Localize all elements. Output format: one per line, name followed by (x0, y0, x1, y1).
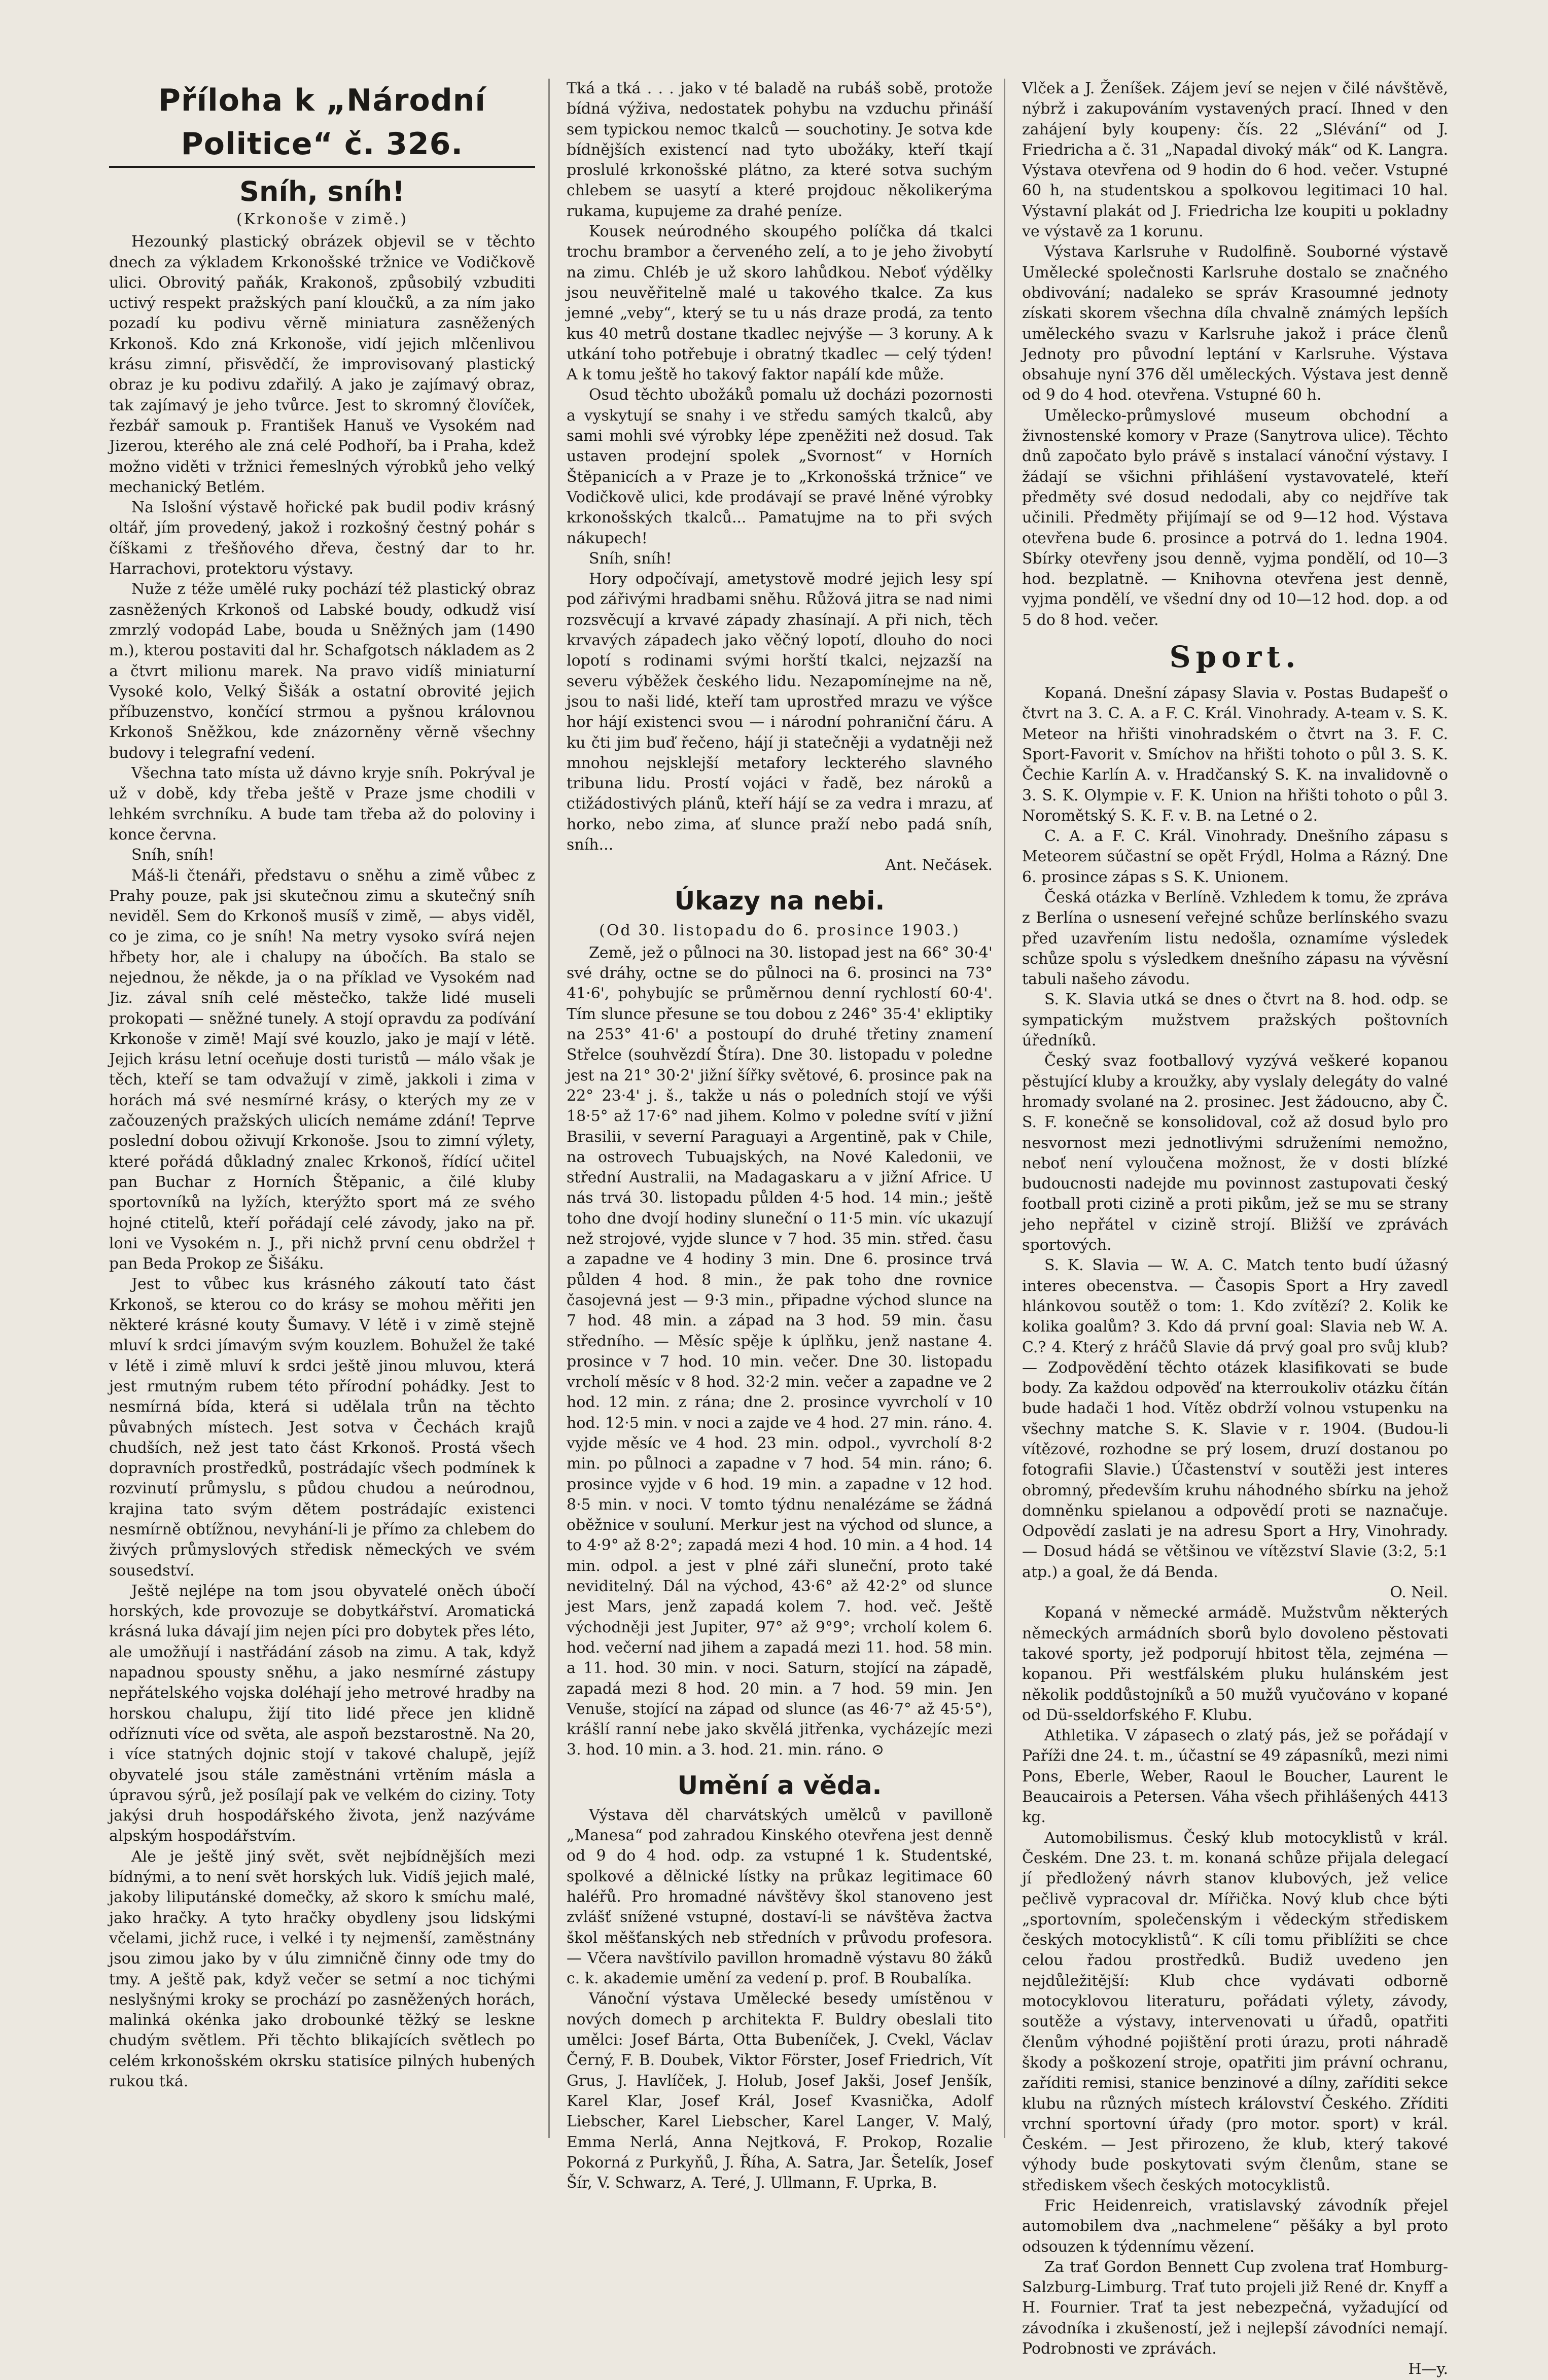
paragraph: Na Islošní výstavě hořické pak budil podiv krásný oltář, jím provedený, jakož i rozkošný čestný pohár s číškami z třešňového dřeva, čestný dar to hr. Harrachovi, protektoru výstavy. (109, 499, 535, 578)
paragraph: Automobilismus. Český klub motocyklistů v král. Českém. Dne 23. t. m. konaná schůze přijala delegací jí předložený návrh stanov klubových, jež velice pečlivě vypracoval dr. Mířička. Nový klub chce býti „sportovním, společenským i vědeckým střediskem českých motocyklistů“. K cíli tomu přiblížiti se chce celou řadou prostředků. Budiž uvedeno jen nejdůležitější: Klub chce vydávati odborně motocyklovou literaturu, pořádati výlety, závody, soutěže a výstavy, intervenovati u úřadů, opatřiti členům výhodné pojištění proti úrazu, proti náhradě škody a poškození stroje, opatřiti jim právní ochranu, zaříditi remisi, stanice benzinové a dílny, zaříditi sekce klubu na různých místech království Českého. Zříditi vrchní sportovní úřady (pro motor. sport) v král. Českém. — Jest přirozeno, že klub, který takové výhody bude poskytovati svým členům, stane se střediskem všech českých motocyklistů. (1022, 1829, 1448, 2194)
paragraph: Všechna tato místa už dávno kryje sníh. Pokrýval je už v době, kdy třeba ještě v Praze jsme chodili v lehkém svrchníku. A bude tam třeba až do poloviny i konce června. (109, 764, 535, 844)
section-subtitle-astronomy: (Od 30. listopadu do 6. prosince 1903.) (599, 921, 960, 939)
section-title-sport: Sport. (1169, 640, 1301, 675)
paragraph: Hory odpočívají, ametystově modré jejich lesy spí pod zářivými hradbami sněhu. Růžová jitra se nad nimi rozsvěcují a krvavé západy zhasínají. A při nich, těch krvavých západech jako věčný lopotí, dlouho do noci lopotí s rodinami svými horští tkalci, nejzazší na severu výběžek českého lidu. Nezapomínejme na ně, jsou to naši lidé, kteří tam uprostřed mrazu ve výšce hor hájí existenci svou — i národní pohraniční čáru. A ku čti jim buď řečeno, hájí ji statečněji a vydatněji než mnohou nejsklejší metafory leckterého slavného tribuna lidu. Prostí vojáci v řadě, bez nároků a ctižádostivých plánů, kteří hájí se za vedra i mrazu, ať horko, nebo zima, ať slunce praží nebo padá sníh, sníh... (567, 570, 993, 854)
paragraph: Výstava děl charvátských umělců v pavilloně „Manesa“ pod zahradou Kinského otevřena jest denně od 9 do 4 hod. odp. za vstupné 1 k. Studentské, spolkové a dělnické lístky na průkaz legitimace 60 haléřů. Pro hromadné návštěvy škol stanoveno jest zvlášť snížené vstupné, dostaví-li se návštěva žactva škol měšťanských neb středních v průvodu profesora. — Včera navštívilo pavillon hromadně výstavu 80 žáků c. k. akademie umění za vedení p. prof. B Roubalíka. (567, 1806, 993, 1988)
paragraph: Český svaz footballový vyzývá veškeré kopanou pěstující kluby a kroužky, aby vyslaly delegáty do valné hromady svolané na 2. prosinec. Jest žádoucno, aby Č. S. F. konečně se konsolidoval, což až dosud bylo pro nesvornost mezi jednotlivými sdruženími nemožno, neboť není vyloučena možnost, že v dosti blízké budoucnosti nadejde mu povinnost zastupovati český football proti cizině a proti pikům, jež se mu se strany jeho nepřátel v cizině strojí. Bližší ve zprávách sportových. (1022, 1052, 1448, 1254)
paragraph: Kopaná v německé armádě. Mužstvům některých německých armádních sborů bylo dovoleno pěstovati takové sporty, jež podporují hbitost těla, zejména — kopanou. Při westfálském pluku hulánském jest několik poddůstojníků a 50 mužů vyučováno v kopané od Dü-sseldorfského F. Klubu. (1022, 1604, 1448, 1724)
newspaper-page (109, 79, 1448, 2378)
supplement-header: Příloha k „Národní Politice“ č. 326. (109, 79, 535, 168)
paragraph: Za trať Gordon Bennett Cup zvolena trať Homburg-Salzburg-Limburg. Trať tuto projeli již René dr. Knyff a H. Fournier. Trať ta jest nebezpečná, vyžadující od závodníka i zkušeností, jež i nejlepší závodníci nemají. Podrobnosti ve zprávách. (1022, 2258, 1448, 2358)
paragraph: Kopaná. Dnešní zápasy Slavia v. Postas Budapešť o čtvrt na 3. C. A. a F. C. Král. Vinohrady. A-team v. S. K. Meteor na hřišti vinohradském o čtvrt na 3. F. C. Sport-Favorit v. Smíchov na hřišti tohoto o půl 3. S. K. Čechie Karlín A. v. Hradčanský S. K. na invalidovně o 3. S. K. Olympie v. F. K. Union na hřišti tohoto o půl 3. Noromětský S. K. F. v. B. na Letné o 2. (1022, 684, 1448, 825)
paragraph: Ale je ještě jiný svět, svět nejbídnějších mezi bídnými, a to není svět horských luk. Vidíš jejich malé, jakoby liliputánské domečky, až skoro k smíchu malé, jako hračky. A tyto hračky obydleny jsou lidskými včelami, jichž ruce, i velké i ty nejmenší, zaměstnány jsou zimou jako by v úlu zimničně činny ode tmy do tmy. A ještě pak, když večer se setmí a noc tichými neslyšnými kroky se prochází po zasněžených horách, malinká okénka jako drobounké těžký se leskne chudým světlem. Při těchto blikajících světlech po celém krkonošském okrsku statisíce pilných hubených rukou tká. (109, 1847, 535, 2091)
paragraph: Výstava Karlsruhe v Rudolfině. Souborné výstavě Umělecké společnosti Karlsruhe dostalo se značného obdivování; nadaleko se správ Krasoumné jednoty získati skorem všechna díla chvalně známých lepších uměleckého svazu v Karlsruhe jakož i práce členů Jednoty pro původní leptání v Karlsruhe. Výstava obsahuje nyní 376 děl uměleckých. Výstava jest denně od 9 do 4 hod. otevřena. Vstupné 60 h. (1022, 243, 1448, 404)
paragraph: Nuže z téže umělé ruky pochází též plastický obraz zasněžených Krkonoš od Labské boudy, odkudž visí zmrzlý vodopád Labe, bouda u Sněžných jam (1490 m.), kterou postaviti dal hr. Schafgotsch nákladem as 2 a čtvrt milionu marek. Na pravo vidíš miniaturní Vysoké kolo, Velký Šišák a ostatní obrovité jejich příbuzenstvo, končící strmou a pyšnou královnou Krkonoš Sněžkou, kde znázorněny věrně všechny budovy i telegrafní vedení. (109, 580, 535, 762)
paragraph: Hezounký plastický obrázek objevil se v těchto dnech za výkladem Krkonošské tržnice ve Vodičkově ulici. Obrovitý paňák, Krakonoš, způsobilý vzbuditi uctivý respekt pražských paní kloučků, a za ním jako pozadí ku podivu věrně miniatura zasněžených Krkonoš. Kdo zná Krkonoše, vidí jejich mlčenlivou krásu zimní, přisvědčí, že improvisovaný plastický obraz je ku podivu zdařilý. A jako je zajímavý obraz, tak zajímavý je jeho tvůrce. Jest to skromný človíček, řezbář samouk p. František Hanuš ve Vysokém nad Jizerou, kterého ale zná celé Podhoří, ba i Praha, kdež možno viděti v tržnici řemeslných výrobků jeho velký mechanický Betlém. (109, 233, 535, 496)
paragraph: Země, jež o půlnoci na 30. listopad jest na 66° 30·4' své dráhy, octne se do půlnoci na 6. prosinci na 73° 41·6', pohybujíc se průměrnou denní rychlostí 60·4'. Tím slunce přesune se tou dobou z 246° 35·4' ekliptiky na 253° 41·6' a postoupí do druhé třetiny znamení Střelce (souhvězdí Štíra). Dne 30. listopadu v poledne jest na 21° 30·2' jižní šířky světové, 6. prosince pak na 22° 23·4' j. š., takže u nás o poledních stojí ve výši 18·5° až 17·6° nad jihem. Kolmo v poledne svítí v jižní Brasilii, v severní Paraguayi a Argentině, pak v Chile, na ostrovech Tubuajských, na Nové Kaledonii, ve střední Australii, na Madagaskaru a v jižní Africe. U nás trvá 30. listopadu půlden 4·5 hod. 14 min.; ještě toho dne dvojí hodiny sluneční o 11·5 min. víc ukazují než strojové, vyjde slunce v 7 hod. 35 min. střed. času a zapadne ve 4 hodiny 3 min. Dne 6. prosince trvá půlden 4 hod. 8 min., že pak toho dne rovnice časojevná jest — 9·3 min., připadne východ slunce na 7 hod. 48 min. a západ na 3 hod. 59 min. času středního. — Měsíc spěje k úplňku, jenž nastane 4. prosince v 7 hod. 10 min. večer. Dne 30. listopadu vrcholí měsíc v 8 hod. 32·2 min. večer a zapadne ve 2 hod. 12 min. z rána; dne 2. prosince vyvrcholí v 10 hod. 12·5 min. v noci a zajde ve 4 hod. 27 min. ráno. 4. vyjde měsíc ve 4 hod. 23 min. odpol., vyvrcholí 8·2 min. po půlnoci a zapadne v 7 hod. 54 min. ráno; 6. prosince vyjde v 6 hod. 19 min. a zapadne v 12 hod. 8·5 min. v noci. V tomto týdnu nenalézáme se žádná oběžnice v souluní. Merkur jest na východ od slunce, a to 4·9° až 8·2°; zapadá mezi 4 hod. 10 min. a 4 hod. 14 min. odpol. a jest v plné záři sluneční, proto také neviditelný. Dál na východ, 43·6° až 42·2° od slunce jest Mars, jenž zapadá kolem 7. hod. več. Ještě východněji jest Jupiter, 97° až 9°9°; vrcholí kolem 6. hod. večerní nad jihem a zapadá mezi 11. hod. 58 min. a 11. hod. 30 min. v noci. Saturn, stojící na západě, zapadá mezi 8 hod. 20 min. a 7 hod. 59 min. Jen Venuše, stojící na západ od slunce (as 46·7° až 45·5°), krášlí ranní nebe jako skvělá jitřenka, vycházejíc mezi 3. hod. 10 min. a 3. hod. 21. min. ráno. ⊙ (567, 943, 993, 1759)
paragraph: Tká a tká . . . jako v té baladě na rubáš sobě, protože bídná výživa, nedostatek pohybu na vzduchu přináší sem typickou nemoc tkalců — souchotiny. Je sotva kde bídnějších existencí nad tyto ubožáky, kteří tkají proslulé krkonošské plátno, za které sotva suchým chlebem se uasytí a které projdouc několikerýma rukama, kupujeme za drahé peníze. (567, 80, 993, 220)
paragraph: S. K. Slavia utká se dnes o čtvrt na 8. hod. odp. se sympatickým mužstvem pražských poštovních úředníků. (1022, 991, 1448, 1050)
article-title: Sníh, sníh! (239, 176, 405, 207)
paragraph: Vlček a J. Ženíšek. Zájem jeví se nejen v čilé návštěvě, nýbrž i zakupováním vystavených prací. Ihned v den zahájení byly koupeny: čís. 22 „Slévání“ od J. Friedricha a č. 31 „Napadal divoký mák“ od K. Langra. Výstava otevřena od 9 hodin do 6 hod. večer. Vstupné 60 h, na studentskou a spolkovou legitimaci 10 hal. Výstavní plakát od J. Friedricha lze koupiti u pokladny ve výstavě za 1 korunu. (1022, 80, 1448, 241)
paragraph: C. A. a F. C. Král. Vinohrady. Dnešního zápasu s Meteorem súčastní se opět Frýdl, Holma a Rázný. Dne 6. prosince zápas s S. K. Unionem. (1022, 827, 1448, 886)
paragraph: Jest to vůbec kus krásného zákoutí tato část Krkonoš, se kterou co do krásy se mohou měřiti jen některé krásné kouty Šumavy. V létě i v zimě stejně mluví k srdci jímavým svým kouzlem. Bohužel že také v létě i zimě mluví k srdci ještě jinou mluvou, která jest rmutným rubem této přírodní pohádky. Jest to nesmírná bída, která si udělala trůn na těchto půvabných místech. Jest sotva v Čechách krajů chudších, než jest tato část Krkonoš. Prostá všech dopravních prostředků, postrádajíc všech podmínek k rozvinutí průmyslu, s půdou chudou a neúrodnou, krajina tato svým dětem postrádajíc existenci nesmírně obtížnou, nevyhání-li je přímo za chlebem do živých průmyslových středisk německých ve svém sousedství. (109, 1275, 535, 1580)
column-1 (109, 79, 535, 2138)
section-title-astronomy: Úkazy na nebi. (674, 886, 885, 916)
column-3 (1022, 79, 1448, 2378)
paragraph: S. K. Slavia — W. A. C. Match tento budí úžasný interes obecenstva. — Časopis Sport a Hry zavedl hlánkovou soutěž o tom: 1. Kdo zvítězí? 2. Kolik ke kolika goalům? 3. Kdo dá první goal: Slavia neb W. A. C.? 4. Který z hráčů Slavie dá prvý goal pro svůj klub? — Zodpovědění těchto otázek klasifikovati se bude body. Za každou odpověď na kterroukoliv otázku čítán bude hadači 1 hod. Vítěz obdrží volnou vstupenku na všechny matche S. K. Slavie v r. 1904. (Budou-li vítězové, rozhodne se prý losem, druzí dostanou po fotografii Slavie.) Účastenství v soutěži jest interes obromný, především kruhu náhodného sbírku na jehož domněnku spielanou a odpovědí proti se naznačuje. Odpovědí zaslati je na adresu Sport a Hry, Vinohrady. — Dosud hádá se většinou ve vítězství Slavie (3:2, 5:1 atp.) a goal, že dá Benda. (1022, 1256, 1448, 1581)
column-rule (548, 79, 550, 2138)
paragraph: Umělecko-průmyslové museum obchodní a živnostenské komory v Praze (Sanytrova ulice). Těchto dnů započato bylo právě s instalací vánoční výstavy. I žádají se všichni přihlášení vystavovatelé, kteří předměty své dosud nedodali, aby co nejdříve tak učinili. Předměty přijímají se od 9—12 hod. Výstava otevřena bude 6. prosince a potrvá do 1. ledna 1904. Sbírky otevřeny jsou denně, vyjma pondělí, od 10—3 hod. bezplatně. — Knihovna otevřena jest denně, vyjma pondělí, ve všední dny od 10—12 hod. dop. a od 5 do 8 hod. večer. (1022, 406, 1448, 629)
paragraph: Sníh, sníh! (589, 549, 672, 568)
paragraph: Česká otázka v Berlíně. Vzhledem k tomu, že zpráva z Berlína o usnesení veřejné schůze berlínského svazu před uzavřením listu nedošla, oznamíme výsledek schůze spolu s výsledkem dnešního zápasu na vývěsní tabuli našeho závodu. (1022, 888, 1448, 989)
paragraph: Kousek neúrodného skoupého políčka dá tkalci trochu brambor a červeného zelí, a to je jeho živobytí na zimu. Chléb je už skoro lahůdkou. Neboť výdělky jsou neuvěřitelně malé u takového tkalce. Za kus jemné „veby“, který se tu u nás draze prodá, za tento kus 40 metrů dostane tkadlec nejvýše — 3 koruny. A k utkání toho potřebuje i obratný tkadlec — celý týden! A k tomu ještě ho takový faktor napálí kde může. (567, 223, 993, 384)
section-title-arts: Umění a věda. (677, 1770, 882, 1800)
author-signature: H—y. (1408, 2360, 1448, 2378)
paragraph: Sníh, sníh! (131, 846, 215, 864)
paragraph: Vánoční výstava Umělecké besedy umístěnou v nových domech p architekta F. Buldry obeslali tito umělci: Josef Bárta, Otta Bubeníček, J. Cvekl, Václav Černý, F. B. Doubek, Viktor Förster, Josef Friedrich, Vít Grus, J. Havlíček, J. Holub, Josef Jakši, Josef Jenšík, Karel Klar, Josef Král, Josef Kvasnička, Adolf Liebscher, Karel Liebscher, Karel Langer, V. Malý, Emma Nerlá, Anna Nejtková, F. Prokop, Rozalie Pokorná z Purkyňů, J. Říha, A. Satra, Jar. Šetelík, Josef Šír, V. Schwarz, A. Teré, J. Ullmann, F. Uprka, B. (567, 1990, 993, 2192)
paragraph: Máš-li čtenáři, představu o sněhu a zimě vůbec z Prahy pouze, pak jsi skutečnou zimu a skutečný sníh neviděl. Sem do Krkonoš musíš v zimě, — abys viděl, co je zima, co je sníh! Na metry vysoko svírá nejen hřbety hor, ale i chalupy na úbočích. Ba stalo se nejednou, že někde, ja o na příklad ve Vysokém nad Jiz. zával sníh celé městečko, takže lidé museli prokopati — sněžné tunely. A stojí opravdu za podívání Krkonoše v zimě! Mají své kouzlo, jako je mají v létě. Jejich krásu letní oceňuje dosti turistů — málo však je těch, kteří se tam odvažují v zimě, jakkoli i zima v horách má své nesmírné krásy, o kterých my ze v začouzených pražských ulicích nemáme zdání! Teprve poslední dobou oživují Krkonoše. Jsou to zimní výlety, které pořádá důkladný znalec Krkonoš, řídící učitel pan Buchar z Horních Štěpanic, a čilé kluby sportovníků na lyžích, kterýžto sport má ze svého hojné ctitelů, kteří pořádají celé závody, jako na př. loni ve Vysokém n. J., při nichž první cenu obdržel † pan Beda Prokop ze Šišáku. (109, 866, 535, 1273)
author-signature: O. Neil. (1390, 1584, 1448, 1602)
paragraph: Fric Heidenreich, vratislavský závodník přejel automobilem dva „nachmelene“ pěšáky a byl proto odsouzen k týdennímu vězení. (1022, 2196, 1448, 2256)
paragraph: Osud těchto ubožáků pomalu už docházi pozornosti a vyskytují se snahy i ve středu samých tkalců, aby sami mohli své výrobky lépe zpeněžiti než dosud. Tak ustaven prodejní spolek „Svornost“ v Horních Štěpanicích a v Praze je to „Krkonošská tržnice“ ve Vodičkově ulici, kde prodávají se pravé lněné výrobky krkonošských tkalců... Pamatujme na to při svých nákupech! (567, 386, 993, 547)
column-2 (567, 79, 993, 2192)
author-signature: Ant. Nečásek. (885, 856, 993, 874)
paragraph: Athletika. V zápasech o zlatý pás, jež se pořádají v Paříži dne 24. t. m., účastní se 49 zápasníků, mezi nimi Pons, Eberle, Weber, Raoul le Boucher, Laurent le Beaucairois a Petersen. Váha všech přihlášených 4413 kg. (1022, 1727, 1448, 1827)
column-rule (1004, 79, 1005, 2138)
paragraph: Ještě nejlépe na tom jsou obyvatelé oněch úbočí horských, kde provozuje se dobytkářství. Aromatická krásná luka dávají jim nejen píci pro dobytek přes léto, ale umožňují i nastřádání zásob na zimu. A tak, když napadnou spousty sněhu, a jako nesmírné zástupy nepřátelského vojska doléhají jeho metrové hradby na horskou chalupu, žijí tito lidé přece jen klidně odříznuti více od světa, ale aspoň bezstarostně. Na 20, i více statných dojnic stojí v takové chalupě, jejíž obyvatelé jsou stále zaměstnáni vrtěním másla a úpravou sýrů, jež posílají pak ve velkém do ciziny. Toty jakýsi druh hospodářského života, jenž nazýváme alpským hospodářstvím. (109, 1582, 535, 1845)
article-subtitle: (Krkonoše v zimě.) (236, 211, 408, 228)
